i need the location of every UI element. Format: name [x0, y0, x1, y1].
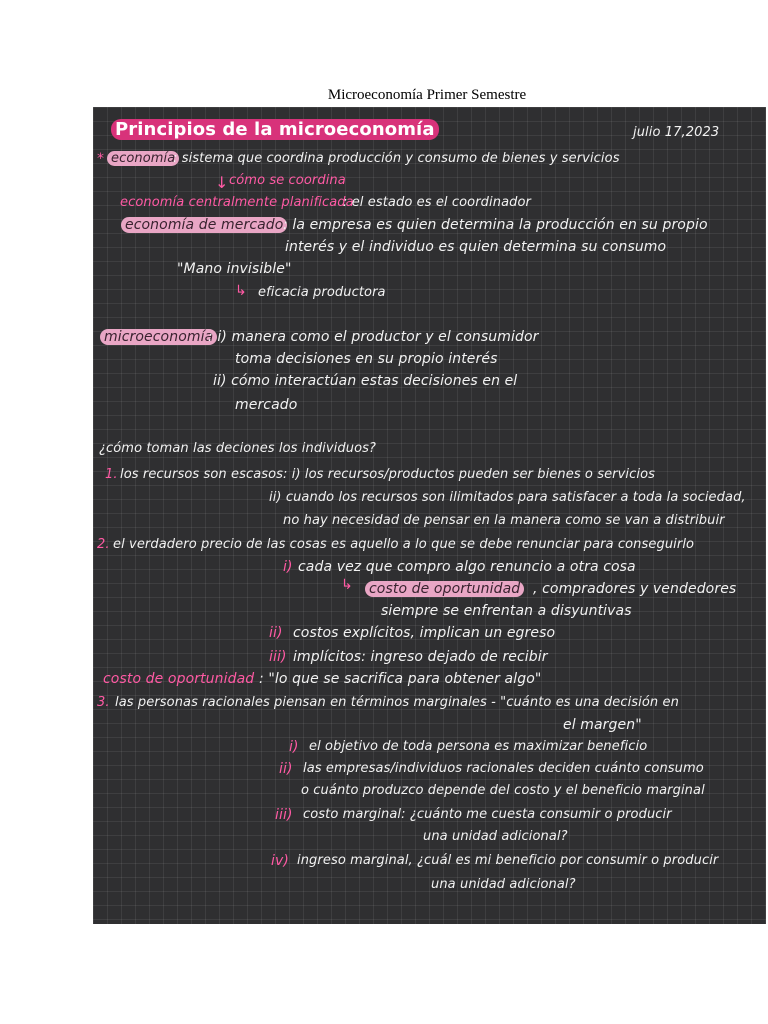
point-3d-line: las empresas/individuos racionales deciden cuánto consumo [303, 761, 704, 776]
point-3-line: las personas racionales piensan en términos marginales - "cuánto es una decisión en [115, 695, 679, 710]
point-3d-number: ii) [279, 761, 293, 777]
term-planificada: economía centralmente planificada [120, 195, 354, 210]
notes-image [93, 107, 766, 924]
point-2b-line: , compradores y vendedores [533, 581, 737, 597]
point-2d-line: costos explícitos, implican un egreso [293, 625, 556, 641]
point-2c-line: siempre se enfrentan a disyuntivas [381, 603, 632, 619]
line-mercado: : la empresa es quien determina la producción en su propio [283, 217, 708, 233]
point-1-line: los recursos son escasos: i) los recursos/productos pueden ser bienes o servicios [120, 467, 656, 482]
point-2d-number: ii) [269, 625, 283, 641]
line-mano-invisible: "Mano invisible" [177, 261, 292, 277]
line-mercado-2: interés y el individuo es quien determina su consumo [285, 239, 667, 255]
point-3f-number: iii) [275, 807, 293, 823]
line-micro-3: ii) cómo interactúan estas decisiones en el [213, 373, 518, 389]
line-economia: : sistema que coordina producción y consumo de bienes y servicios [173, 151, 620, 166]
point-3e-line: o cuánto produzco depende del costo y el beneficio marginal [301, 783, 705, 798]
point-2-number: 2. [97, 537, 110, 552]
point-1-line-3: no hay necesidad de pensar en la manera como se van a distribuir [283, 513, 725, 528]
line-planificada: : el estado es el coordinador [343, 195, 531, 210]
notes-heading: Principios de la microeconomía [111, 119, 439, 140]
corner-arrow-icon: ↳ [235, 283, 247, 299]
point-3h-number: iv) [271, 853, 289, 869]
point-3-number: 3. [97, 695, 110, 710]
point-1-number: 1. [105, 467, 118, 482]
point-2e-line: implícitos: ingreso dejado de recibir [293, 649, 548, 665]
document-title: Microeconomía Primer Semestre [327, 87, 527, 103]
point-2a-line: cada vez que compro algo renuncio a otra cosa [298, 559, 636, 575]
bullet-marker: * [97, 151, 105, 167]
point-2a-number: i) [283, 559, 293, 575]
line-como-coordina: cómo se coordina [229, 173, 346, 188]
term-economia: economía [107, 151, 179, 166]
point-3i-line: una unidad adicional? [431, 877, 576, 892]
term-microeconomia: microeconomía [100, 329, 217, 345]
point-1-line-2: ii) cuando los recursos son ilimitados para satisfacer a toda la sociedad, [269, 490, 746, 505]
line-micro-1: : i) manera como el productor y el consumidor [208, 329, 539, 345]
term-mercado: economía de mercado [121, 217, 287, 233]
term-costo-oportunidad: costo de oportunidad [365, 581, 524, 597]
point-3c-line: el objetivo de toda persona es maximizar beneficio [309, 739, 648, 754]
point-3h-line: ingreso marginal, ¿cuál es mi beneficio por consumir o producir [297, 853, 719, 868]
line-eficacia: eficacia productora [258, 285, 386, 300]
point-3f-line: costo marginal: ¿cuánto me cuesta consumir o producir [303, 807, 672, 822]
line-micro-4: mercado [235, 397, 298, 413]
point-3g-line: una unidad adicional? [423, 829, 568, 844]
point-3c-number: i) [289, 739, 299, 755]
term-costo-oportunidad-def: costo de oportunidad [103, 671, 255, 687]
point-2e-number: iii) [269, 649, 287, 665]
question-line: ¿cómo toman las deciones los individuos? [99, 441, 376, 456]
line-micro-2: toma decisiones en su propio interés [235, 351, 498, 367]
costo-oportunidad-definition: : "lo que se sacrifica para obtener algo" [259, 671, 542, 687]
corner-arrow-icon: ↳ [341, 577, 353, 593]
point-3-line-2: el margen" [563, 717, 642, 733]
down-arrow-icon: ↓ [215, 173, 229, 192]
point-2-line: el verdadero precio de las cosas es aquello a lo que se debe renunciar para conseguirlo [113, 537, 695, 552]
notes-date: julio 17,2023 [633, 125, 720, 140]
